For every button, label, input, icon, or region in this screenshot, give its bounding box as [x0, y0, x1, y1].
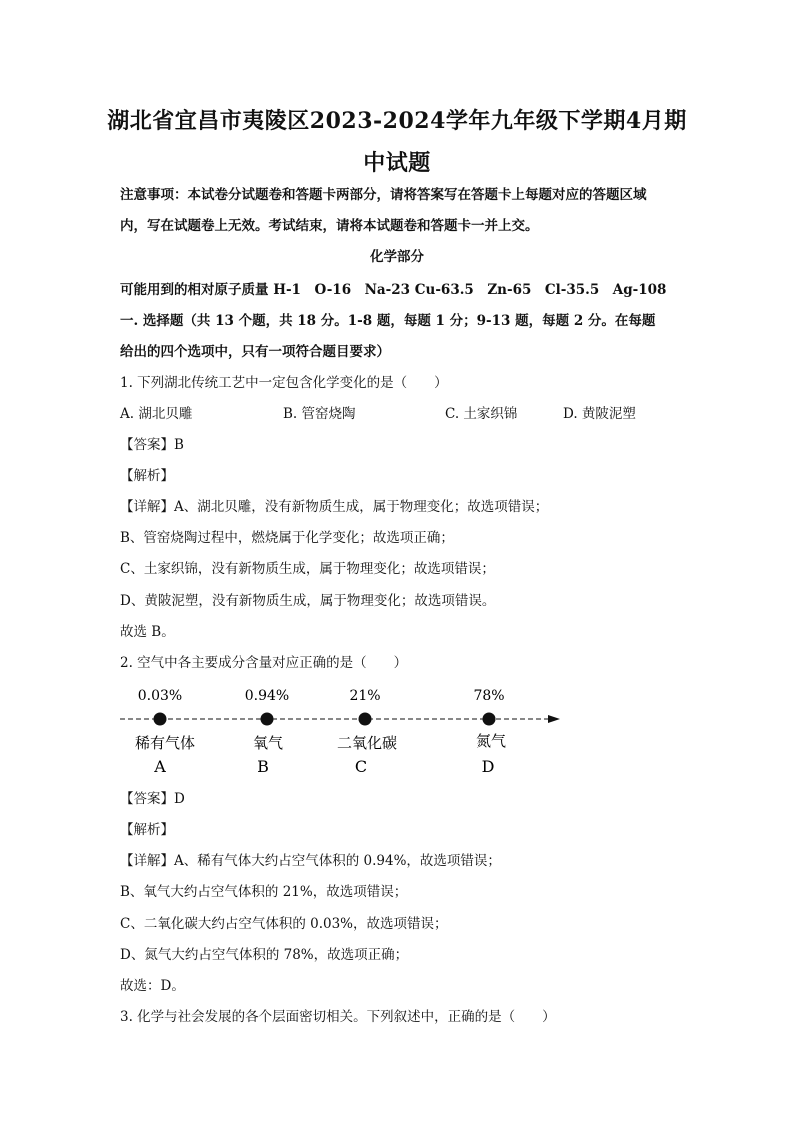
- q1-option-a: A. 湖北贝雕: [120, 406, 193, 422]
- notice-line-1: 注意事项：本试卷分试题卷和答题卡两部分，请将答案写在答题卡上每题对应的答题区域: [120, 187, 647, 203]
- q1-option-b: B. 管窑烧陶: [283, 406, 356, 422]
- q1-detail-line: C、土家织锦，没有新物质生成，属于物理变化；故选项错误；: [120, 561, 495, 577]
- q1-detail-line: D、黄陂泥塑，没有新物质生成，属于物理变化；故选项错误。: [120, 593, 496, 609]
- q1-stem: 1. 下列湖北传统工艺中一定包含化学变化的是（ ）: [120, 375, 448, 391]
- point-a-dot: [154, 713, 167, 726]
- part1-heading-line-2: 给出的四个选项中，只有一项符合题目要求）: [120, 344, 390, 360]
- point-c-dot: [359, 713, 372, 726]
- q1-analysis-label: 【解析】: [120, 468, 174, 484]
- point-d-gas: 氮气: [475, 732, 507, 750]
- q1-option-d: D. 黄陂泥塑: [563, 406, 636, 422]
- section-heading: 化学部分: [370, 249, 424, 265]
- q2-detail-line: B、氧气大约占空气体积的 21%，故选项错误；: [120, 884, 408, 900]
- q1-answer: 【答案】B: [120, 437, 184, 453]
- notice-line-2: 内，写在试题卷上无效。考试结束，请将本试题卷和答题卡一并上交。: [120, 218, 539, 234]
- number-line-arrow: [548, 715, 560, 723]
- point-b-dot: [261, 713, 274, 726]
- point-a-letter: A: [154, 757, 166, 776]
- q1-detail-line: 【详解】A、湖北贝雕，没有新物质生成，属于物理变化；故选项错误；: [120, 499, 549, 515]
- air-composition-diagram: [0, 680, 794, 780]
- q2-conclusion: 故选：D。: [120, 978, 185, 994]
- q2-analysis-label: 【解析】: [120, 822, 174, 838]
- part1-heading-line-1: 一. 选择题（共 13 个题，共 18 分。1-8 题，每题 1 分；9-13 题，每题 2 分。在每题: [120, 313, 656, 329]
- point-b-gas: 氧气: [252, 734, 284, 752]
- point-c-value: 21%: [349, 688, 381, 704]
- point-d-value: 78%: [473, 688, 505, 704]
- q2-answer: 【答案】D: [120, 791, 185, 807]
- point-b-value: 0.94%: [244, 688, 290, 704]
- point-d-letter: D: [481, 757, 495, 776]
- exam-title-line-1: 湖北省宜昌市夷陵区2023-2024学年九年级下学期4月期: [107, 108, 687, 134]
- q2-detail-line: 【详解】A、稀有气体大约占空气体积的 0.94%，故选项错误；: [120, 853, 501, 869]
- exam-title-line-2: 中试题: [363, 150, 431, 176]
- q1-conclusion: 故选 B。: [120, 624, 175, 640]
- q3-stem: 3. 化学与社会发展的各个层面密切相关。下列叙述中，正确的是（ ）: [120, 1009, 556, 1025]
- q1-option-c: C. 土家织锦: [445, 406, 518, 422]
- q2-detail-line: D、氮气大约占空气体积的 78%，故选项正确；: [120, 947, 409, 963]
- point-a-gas: 稀有气体: [134, 734, 196, 752]
- point-d-dot: [483, 713, 496, 726]
- q1-detail-line: B、管窑烧陶过程中，燃烧属于化学变化；故选项正确；: [120, 530, 454, 546]
- q2-stem: 2. 空气中各主要成分含量对应正确的是（ ）: [120, 655, 408, 671]
- point-c-gas: 二氧化碳: [336, 734, 398, 752]
- point-a-value: 0.03%: [137, 688, 183, 704]
- q2-detail-line: C、二氧化碳大约占空气体积的 0.03%，故选项错误；: [120, 916, 448, 932]
- point-b-letter: B: [257, 757, 269, 776]
- point-c-letter: C: [354, 757, 368, 776]
- atomic-masses: 可能用到的相对原子质量 H-1 O-16 Na-23 Cu-63.5 Zn-65 Cl-35.5 Ag-108: [120, 282, 667, 298]
